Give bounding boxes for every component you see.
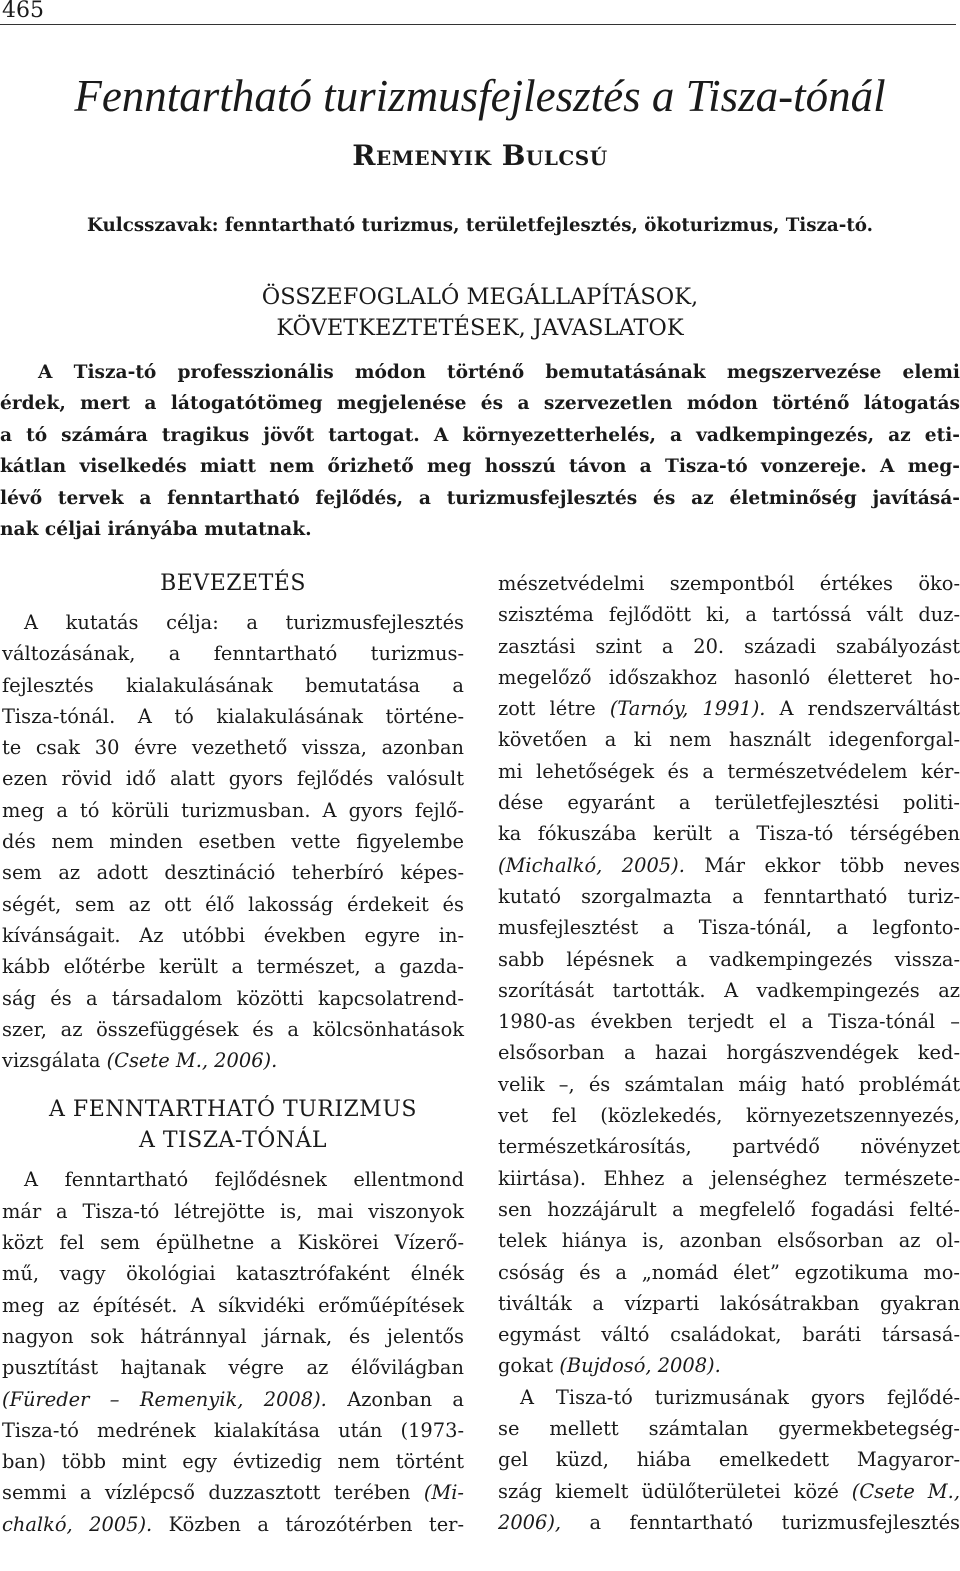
- right-column: [498, 568, 960, 1538]
- left-column: [2, 568, 464, 1540]
- summary-heading-line2: KÖVETKEZTETÉSEK, JAVASLATOK: [276, 315, 684, 341]
- citation: (Füreder – Remenyik, 2008).: [2, 1387, 327, 1411]
- intro-last-line: [2, 1045, 464, 1076]
- body-text: a fenntartható turizmusfejlesztés: [561, 1510, 960, 1534]
- article-author: Remenyik Bulcsú: [352, 139, 608, 172]
- body-line: sabb lépésnek a vadkempingezés vissza-: [498, 947, 960, 971]
- body-line: telek hiánya is, azonban elsősorban az ol-: [498, 1229, 960, 1253]
- intro-line: ségét, sem az ott élő lakosság érdekeit és: [2, 892, 464, 916]
- body-line: csóság és a „nomád élet” egzotikuma mo-: [498, 1260, 960, 1284]
- citation: chalkó, 2005).: [2, 1512, 153, 1536]
- citation: (Mi-: [423, 1481, 464, 1505]
- summary-line: a tó számára tragikus jövőt tartogat. A környezetterhelés, a vadkempingezés, az eti-: [0, 424, 960, 446]
- body-line: ka fókuszába került a Tisza-tó térségében: [498, 822, 960, 846]
- body-line: se mellett számtalan gyermekbetegség-: [498, 1417, 960, 1441]
- citation: 2006),: [498, 1510, 562, 1534]
- section2-heading-line1: A FENNTARTHATÓ TURIZMUS: [49, 1097, 417, 1123]
- section2-line: Tisza-tó medrének kialakítása után (1973-: [2, 1418, 464, 1442]
- body-text: A rendszerváltást: [765, 697, 960, 721]
- summary-line: kátlan viselkedés miatt nem őrizhető meg hosszú távon a Tisza-tó vonzereje. A meg-: [0, 456, 960, 478]
- section2-line: közt fel sem épülhetne a Kiskörei Vízerő-: [2, 1231, 464, 1255]
- body-line: mi lehetőségek és a természetvédelem kér-: [498, 759, 960, 783]
- body-line: elsősorban a hazai horgászvendégek ked-: [498, 1041, 960, 1065]
- intro-last-text: vizsgálata: [2, 1049, 107, 1073]
- section2-text: Közben a tározótérben ter-: [152, 1512, 464, 1536]
- article-title: Fenntartható turizmusfejlesztés a Tisza-tónál: [74, 71, 886, 121]
- citation: (Bujdosó, 2008).: [559, 1354, 721, 1378]
- summary-heading: [0, 282, 960, 344]
- body-line: szorítását tartották. A vadkempingezés az: [498, 978, 960, 1002]
- body-line: szisztéma fejlődött ki, a tartóssá vált duz-: [498, 603, 960, 627]
- section2-text: semmi a vízlépcső duzzasztott terében: [2, 1481, 424, 1505]
- body-line: zasztási szint a 20. századi szabályozást: [498, 634, 960, 658]
- intro-line: ezen rövid idő alatt gyors fejlődés valósult: [2, 767, 464, 791]
- citation: (Csete M., 2006).: [106, 1049, 278, 1073]
- body-text: gokat: [498, 1354, 560, 1378]
- body-line: egymást váltó családokat, baráti társasá-: [498, 1323, 960, 1347]
- citation: (Csete M.,: [851, 1479, 960, 1503]
- intro-line: dés nem minden esetben vette figyelembe: [2, 830, 464, 854]
- body-line: sen hozzájárult a megfelelő fogadási felté-: [498, 1197, 960, 1221]
- intro-line: változásának, a fenntartható turizmus-: [2, 642, 464, 666]
- body-line: kutató szorgalmazta a fenntartható turiz-: [498, 884, 960, 908]
- section2-line: [2, 1384, 464, 1415]
- section2-line: nagyon sok hátránnyal járnak, és jelentős: [2, 1324, 464, 1348]
- citation: (Michalkó, 2005).: [498, 853, 685, 877]
- intro-line: kívánságait. Az utóbbi években egyre in-: [2, 923, 464, 947]
- intro-line: Tisza-tónál. A tó kialakulásának történe-: [2, 704, 464, 728]
- body-line: vet fel (közlekedés, környezetszennyezés,: [498, 1104, 960, 1128]
- intro-line: meg a tó körüli turizmusban. A gyors fejlő-: [2, 798, 464, 822]
- section2-line: ban) több mint egy évtizedig nem történt: [2, 1450, 464, 1474]
- section2-line: [2, 1477, 464, 1508]
- summary-line: érdek, mert a látogatótömeg megjelenése és a szervezetlen módon történő látogatás: [0, 393, 960, 415]
- page-number: 465: [2, 0, 44, 23]
- body-line: tiválták a vízparti lakósátrakban gyakran: [498, 1291, 960, 1315]
- body-line: kiirtása). Ehhez a jelenséghez természete-: [498, 1166, 960, 1190]
- intro-line: fejlesztés kialakulásának bemutatása a: [2, 673, 464, 697]
- body-line: [498, 850, 960, 881]
- summary-paragraph: [0, 357, 960, 545]
- summary-line: A Tisza-tó professzionális módon történő bemutatásának megszervezése elemi: [38, 362, 960, 383]
- section2-text: Azonban a: [326, 1387, 464, 1411]
- body-line: természetkárosítás, partvédő növényzet: [498, 1135, 960, 1159]
- body-line: [498, 1476, 960, 1507]
- citation: (Tarnóy, 1991).: [609, 697, 766, 721]
- body-line: 1980-as években terjedt el a Tisza-tónál –: [498, 1010, 960, 1034]
- section2-line: mű, vagy ökológiai katasztrófaként élnék: [2, 1262, 464, 1286]
- section2-line: [2, 1509, 464, 1540]
- section2-line: A fenntartható fejlődésnek ellentmond: [24, 1168, 464, 1192]
- body-line: [498, 693, 960, 724]
- section2-line: meg az építését. A síkvidéki erőműépítések: [2, 1293, 464, 1317]
- body-line: dése egyaránt a területfejlesztési politi-: [498, 791, 960, 815]
- section2-line: pusztítást hajtanak végre az élővilágban: [2, 1356, 464, 1380]
- intro-line: ság és a társadalom közötti kapcsolatrend-: [2, 986, 464, 1010]
- body-line: [498, 1350, 960, 1381]
- summary-heading-line1: ÖSSZEFOGLALÓ MEGÁLLAPÍTÁSOK,: [261, 284, 699, 310]
- intro-line: kább előtérbe került a természet, a gazda-: [2, 955, 464, 979]
- header-rule: [0, 24, 956, 25]
- body-line: mészetvédelmi szempontból értékes öko-: [498, 572, 960, 595]
- intro-line: sem az adott desztináció teherbíró képes-: [2, 861, 464, 885]
- body-line: követően a ki nem használt idegenforgal-: [498, 728, 960, 752]
- body-text: zott létre: [498, 697, 610, 721]
- section2-heading: [2, 1094, 464, 1156]
- summary-line: nak céljai irányába mutatnak.: [0, 519, 312, 541]
- body-line: megelőző időszakhoz hasonló életteret ho-: [498, 665, 960, 689]
- body-line: velik –, és számtalan máig ható problémát: [498, 1072, 960, 1096]
- intro-line: szer, az összefüggések és a kölcsönhatások: [2, 1017, 464, 1041]
- body-line: A Tisza-tó turizmusának gyors fejlődé-: [520, 1385, 960, 1409]
- body-line: musfejlesztést a Tisza-tónál, a legfonto-: [498, 916, 960, 940]
- intro-line: te csak 30 évre vezethető vissza, azonban: [2, 736, 464, 760]
- body-line: [498, 1507, 960, 1538]
- keywords: Kulcsszavak: fenntartható turizmus, területfejlesztés, ökoturizmus, Tisza-tó.: [86, 215, 874, 236]
- body-text: Már ekkor több neves: [684, 853, 960, 877]
- section2-line: már a Tisza-tó létrejötte is, mai viszonyok: [2, 1199, 464, 1223]
- body-text: szág kiemelt üdülőterületei közé: [498, 1479, 852, 1503]
- intro-heading: BEVEZETÉS: [160, 571, 306, 596]
- intro-line: A kutatás célja: a turizmusfejlesztés: [24, 611, 464, 634]
- summary-line: lévő tervek a fenntartható fejlődés, a turizmusfejlesztés és az életminőség javításá-: [0, 487, 960, 509]
- body-line: gel küzd, hiába emelkedett Magyaror-: [498, 1448, 960, 1472]
- section2-heading-line2: A TISZA-TÓNÁL: [138, 1128, 328, 1154]
